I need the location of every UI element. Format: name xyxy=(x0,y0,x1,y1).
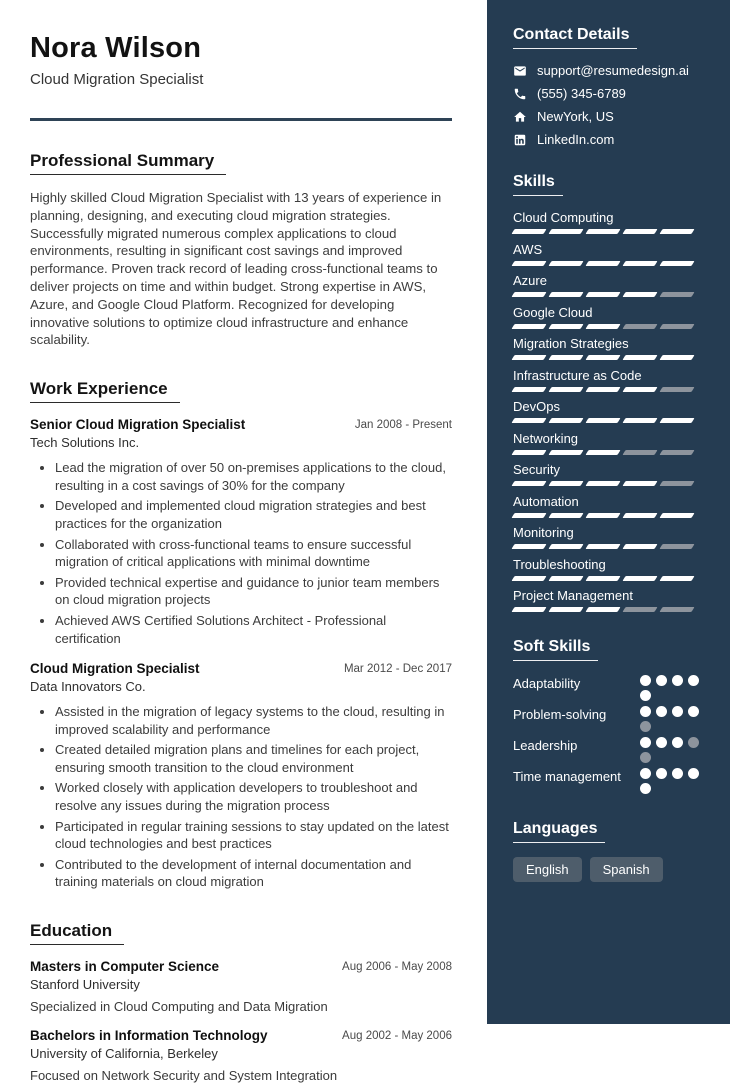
soft-skill-dots xyxy=(640,768,704,794)
skill-level-bar xyxy=(513,576,704,581)
email-icon xyxy=(513,64,527,78)
skill-segment-filled xyxy=(511,576,546,581)
skill-segment-filled xyxy=(511,324,546,329)
job-dates: Jan 2008 - Present xyxy=(354,419,452,432)
skill-row xyxy=(513,273,704,297)
skill-segment-filled xyxy=(622,576,657,581)
job-title: Senior Cloud Migration Specialist xyxy=(30,417,246,433)
skill-segment-filled xyxy=(548,324,583,329)
job-title: Cloud Migration Specialist xyxy=(30,661,200,677)
job-bullet: • Contributed to the development of internal documentation and training materials on cloud migration xyxy=(55,856,452,891)
contact-heading: Contact Details xyxy=(513,26,637,49)
languages-heading: Languages xyxy=(513,820,605,843)
contact-item xyxy=(513,109,704,124)
section-professional-summary xyxy=(30,151,452,349)
skill-name: Google Cloud xyxy=(513,304,593,320)
job-bullet: • Provided technical expertise and guidance to junior team members on cloud migration projects xyxy=(55,574,452,609)
skill-segment-filled xyxy=(622,261,657,266)
skill-segment-empty xyxy=(659,544,694,549)
education-school: Stanford University xyxy=(30,977,140,993)
soft-skill-dot-empty xyxy=(640,752,651,763)
phone-icon xyxy=(513,87,527,101)
skill-row xyxy=(513,462,704,486)
skill-segment-filled xyxy=(548,229,583,234)
soft-skill-dot-filled xyxy=(640,783,651,794)
contact-item[interactable] xyxy=(513,132,704,147)
job-bullet-list xyxy=(30,703,452,891)
soft-skill-name: Problem-solving xyxy=(513,707,607,722)
skill-segment-filled xyxy=(659,355,694,360)
skill-level-bar xyxy=(513,481,704,486)
job-bullet: • Worked closely with application developers to troubleshoot and resolve any issues during the migration process xyxy=(55,779,452,814)
soft-skills-heading: Soft Skills xyxy=(513,638,598,661)
soft-skill-row xyxy=(513,737,704,763)
soft-skill-name: Leadership xyxy=(513,738,578,753)
header-divider xyxy=(30,118,452,121)
section-work-experience xyxy=(30,379,452,891)
summary-heading: Professional Summary xyxy=(30,151,226,175)
skill-segment-empty xyxy=(659,387,694,392)
education-entry-header xyxy=(30,1028,452,1043)
job-bullet: • Developed and implemented cloud migration strategies and best practices for the organization xyxy=(55,497,452,532)
skill-segment-empty xyxy=(659,324,694,329)
resume-header xyxy=(30,32,452,88)
skill-row xyxy=(513,525,704,549)
job-bullet: • Participated in regular training sessions to stay updated on the latest cloud technologies and best practices xyxy=(55,818,452,853)
education-degree: Masters in Computer Science xyxy=(30,959,220,975)
soft-skills-list xyxy=(513,675,704,794)
person-name: Nora Wilson xyxy=(30,32,202,64)
skill-segment-filled xyxy=(548,576,583,581)
skill-segment-filled xyxy=(548,450,583,455)
skill-level-bar xyxy=(513,418,704,423)
skill-level-bar xyxy=(513,607,704,612)
contact-item xyxy=(513,86,704,101)
contact-text: support@resumedesign.ai xyxy=(537,63,689,78)
soft-skill-dot-filled xyxy=(656,737,667,748)
soft-skill-dot-filled xyxy=(656,768,667,779)
soft-skill-dot-filled xyxy=(656,675,667,686)
section-languages xyxy=(513,820,704,882)
skill-segment-filled xyxy=(511,355,546,360)
soft-skill-dot-empty xyxy=(640,721,651,732)
skill-segment-empty xyxy=(659,450,694,455)
skill-level-bar xyxy=(513,355,704,360)
skill-segment-filled xyxy=(585,513,620,518)
skill-row xyxy=(513,368,704,392)
contact-text: LinkedIn.com xyxy=(537,132,615,147)
skill-level-bar xyxy=(513,261,704,266)
soft-skill-dots xyxy=(640,737,704,763)
summary-text: Highly skilled Cloud Migration Specialist with 13 years of experience in planning, designing, and executing cloud migration strategies. Successfully migrated numerous complex applications to cloud environments, resulting in significant cost savings and improved performance. Proven track record of leading cross-functional teams to deliver projects on time and within budget. Strong expertise in AWS, Azure, and Google Cloud Platform. Recognized for developing innovative solutions to optimize cloud infrastructure and enhance scalability. xyxy=(30,190,442,348)
skill-segment-empty xyxy=(622,607,657,612)
skill-segment-filled xyxy=(548,387,583,392)
language-pill: Spanish xyxy=(590,857,663,882)
skill-name: Project Management xyxy=(513,588,633,603)
education-entry xyxy=(30,959,452,1014)
soft-skill-dot-filled xyxy=(640,690,651,701)
job-bullet: • Achieved AWS Certified Solutions Architect - Professional certification xyxy=(55,612,452,647)
soft-skill-dot-filled xyxy=(672,675,683,686)
soft-skill-dot-empty xyxy=(688,737,699,748)
skill-segment-empty xyxy=(622,324,657,329)
skill-segment-filled xyxy=(548,544,583,549)
skill-segment-filled xyxy=(511,607,546,612)
skill-segment-empty xyxy=(659,292,694,297)
job-company: Tech Solutions Inc. xyxy=(30,435,140,451)
skill-level-bar xyxy=(513,324,704,329)
education-dates: Aug 2006 - May 2008 xyxy=(342,961,452,974)
job-entry xyxy=(30,417,452,647)
job-bullet: • Lead the migration of over 50 on-premises applications to the cloud, resulting in a cost savings of 30% for the company xyxy=(55,459,452,494)
soft-skill-dot-filled xyxy=(672,768,683,779)
education-dates: Aug 2002 - May 2006 xyxy=(342,1030,452,1043)
skills-list xyxy=(513,210,704,612)
soft-skill-dot-filled xyxy=(688,706,699,717)
skill-level-bar xyxy=(513,292,704,297)
soft-skill-dots xyxy=(640,675,704,701)
skill-segment-filled xyxy=(548,292,583,297)
soft-skill-dot-filled xyxy=(640,675,651,686)
skill-row xyxy=(513,305,704,329)
work-heading: Work Experience xyxy=(30,379,180,403)
skill-segment-filled xyxy=(548,481,583,486)
language-pill: English xyxy=(513,857,582,882)
job-dates: Mar 2012 - Dec 2017 xyxy=(343,663,452,676)
job-bullet: • Collaborated with cross-functional teams to ensure successful migration of critical applications with minimal downtime xyxy=(55,536,452,571)
soft-skill-dot-filled xyxy=(688,675,699,686)
education-description: Focused on Network Security and System Integration xyxy=(30,1068,338,1083)
skill-segment-filled xyxy=(622,292,657,297)
soft-skill-name: Time management xyxy=(513,769,621,784)
skill-segment-filled xyxy=(511,229,546,234)
languages-list xyxy=(513,857,704,882)
jobs-list xyxy=(30,417,452,891)
section-skills xyxy=(513,173,704,612)
skill-segment-empty xyxy=(659,481,694,486)
skills-heading: Skills xyxy=(513,173,563,196)
soft-skill-dot-filled xyxy=(640,737,651,748)
skill-segment-filled xyxy=(511,450,546,455)
skill-segment-filled xyxy=(548,607,583,612)
job-bullet-list xyxy=(30,459,452,647)
section-soft-skills xyxy=(513,638,704,794)
skill-segment-filled xyxy=(622,481,657,486)
skill-segment-filled xyxy=(585,261,620,266)
soft-skill-dot-filled xyxy=(688,768,699,779)
section-contact-details xyxy=(513,26,704,147)
sidebar xyxy=(487,0,730,1024)
education-school: University of California, Berkeley xyxy=(30,1046,218,1062)
home-icon xyxy=(513,110,527,124)
skill-row xyxy=(513,557,704,581)
skill-segment-filled xyxy=(585,229,620,234)
skill-segment-filled xyxy=(548,355,583,360)
skill-segment-empty xyxy=(622,450,657,455)
skill-name: Security xyxy=(513,462,560,477)
education-entry-header xyxy=(30,959,452,974)
education-degree: Bachelors in Information Technology xyxy=(30,1028,268,1044)
skill-segment-empty xyxy=(659,607,694,612)
skill-name: Infrastructure as Code xyxy=(513,367,642,383)
soft-skill-row xyxy=(513,706,704,732)
soft-skill-dots xyxy=(640,706,704,732)
soft-skill-row xyxy=(513,768,704,794)
skill-segment-filled xyxy=(622,513,657,518)
skill-segment-filled xyxy=(622,355,657,360)
skill-segment-filled xyxy=(585,387,620,392)
skill-segment-filled xyxy=(511,513,546,518)
job-bullet: • Created detailed migration plans and timelines for each project, ensuring smooth transition to the cloud environment xyxy=(55,741,452,776)
skill-level-bar xyxy=(513,387,704,392)
soft-skill-name: Adaptability xyxy=(513,676,581,691)
person-job-title: Cloud Migration Specialist xyxy=(30,71,204,88)
skill-level-bar xyxy=(513,513,704,518)
contact-text: NewYork, US xyxy=(537,109,614,124)
education-entry xyxy=(30,1028,452,1083)
contact-item[interactable] xyxy=(513,63,704,78)
skill-segment-filled xyxy=(659,513,694,518)
skill-row xyxy=(513,494,704,518)
skill-row xyxy=(513,431,704,455)
education-description: Specialized in Cloud Computing and Data Migration xyxy=(30,999,328,1015)
skill-segment-filled xyxy=(548,261,583,266)
skill-level-bar xyxy=(513,544,704,549)
skill-segment-filled xyxy=(585,481,620,486)
skill-row xyxy=(513,210,704,234)
job-company: Data Innovators Co. xyxy=(30,679,146,695)
skill-level-bar xyxy=(513,450,704,455)
skill-row xyxy=(513,336,704,360)
education-heading: Education xyxy=(30,921,124,945)
skill-level-bar xyxy=(513,229,704,234)
skill-segment-filled xyxy=(585,355,620,360)
job-entry-header xyxy=(30,417,452,432)
job-entry xyxy=(30,661,452,891)
skill-segment-filled xyxy=(622,544,657,549)
skill-segment-filled xyxy=(511,387,546,392)
skill-segment-filled xyxy=(585,324,620,329)
skill-segment-filled xyxy=(659,261,694,266)
skill-segment-filled xyxy=(511,481,546,486)
skill-segment-filled xyxy=(511,544,546,549)
skill-segment-filled xyxy=(548,418,583,423)
soft-skill-dot-filled xyxy=(672,706,683,717)
skill-segment-filled xyxy=(511,292,546,297)
linkedin-icon xyxy=(513,133,527,147)
skill-segment-filled xyxy=(622,418,657,423)
skill-row xyxy=(513,399,704,423)
skill-segment-filled xyxy=(585,450,620,455)
skill-segment-filled xyxy=(659,418,694,423)
skill-segment-filled xyxy=(585,292,620,297)
skill-segment-filled xyxy=(659,229,694,234)
skill-segment-filled xyxy=(548,513,583,518)
skill-segment-filled xyxy=(585,544,620,549)
soft-skill-dot-filled xyxy=(640,706,651,717)
soft-skill-row xyxy=(513,675,704,701)
skill-name: Automation xyxy=(513,493,579,509)
skill-row xyxy=(513,588,704,612)
skill-segment-filled xyxy=(511,261,546,266)
skill-segment-filled xyxy=(659,576,694,581)
skill-name: AWS xyxy=(513,241,543,257)
skill-name: Migration Strategies xyxy=(513,336,629,351)
skill-name: DevOps xyxy=(513,399,560,414)
skill-row xyxy=(513,242,704,266)
skill-segment-filled xyxy=(585,418,620,423)
section-education xyxy=(30,921,452,1083)
job-bullet: • Assisted in the migration of legacy systems to the cloud, resulting in improved scalability and performance xyxy=(55,703,452,738)
skill-name: Troubleshooting xyxy=(513,556,606,572)
soft-skill-dot-filled xyxy=(640,768,651,779)
soft-skill-dot-filled xyxy=(672,737,683,748)
skill-segment-filled xyxy=(585,576,620,581)
education-list xyxy=(30,959,452,1083)
soft-skill-dot-filled xyxy=(656,706,667,717)
skill-segment-filled xyxy=(511,418,546,423)
skill-name: Monitoring xyxy=(513,525,574,540)
contact-list xyxy=(513,63,704,147)
skill-segment-filled xyxy=(622,229,657,234)
skill-name: Azure xyxy=(513,273,547,288)
skill-segment-filled xyxy=(585,607,620,612)
skill-name: Networking xyxy=(513,430,579,446)
contact-text: (555) 345-6789 xyxy=(537,86,626,101)
skill-segment-filled xyxy=(622,387,657,392)
skill-name: Cloud Computing xyxy=(513,210,614,225)
job-entry-header xyxy=(30,661,452,676)
